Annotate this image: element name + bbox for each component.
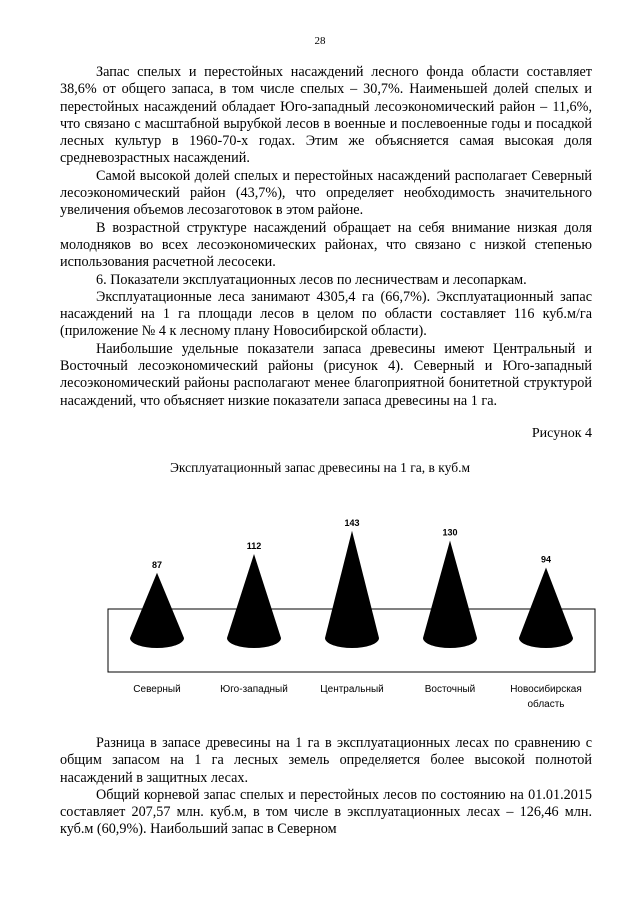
- cone-bar: [519, 568, 573, 649]
- category-label: область: [527, 699, 565, 710]
- data-label: 87: [151, 559, 163, 570]
- page-number: 28: [314, 35, 326, 47]
- paragraph: Самой высокой долей спелых и перестойных насаждений располагает Северный лесоэкономический район (43,7%), что определяет необходимость значительного увеличения объемов лесозаготовок в этом районе.: [60, 167, 592, 219]
- category-label: Юго-западный: [220, 684, 288, 695]
- cone-bar: [130, 573, 184, 648]
- body-text-bottom: [60, 735, 592, 839]
- paragraph: Разница в запасе древесины на 1 га в эксплуатационных лесах по сравнению с общим запасом на 1 га лесных земель определяется более высокой полнотой насаждений в защитных лесах.: [60, 735, 592, 786]
- data-label: 94: [540, 554, 552, 565]
- chart-title: Эксплуатационный запас древесины на 1 га, в куб.м: [170, 460, 470, 475]
- category-label: Новосибирская: [510, 684, 582, 695]
- figure-label: Рисунок 4: [531, 426, 592, 441]
- paragraph: Запас спелых и перестойных насаждений лесного фонда области составляет 38,6% от общего запаса, в том числе спелых – 30,7%. Наименьшей долей спелых и перестойных насаждений обладает Юго-западный лесоэкономический район – 11,6%, что связано с масштабной вырубкой лесов в военные и послевоенные годы и посадкой лесных культур в 1960-70-х годах. Этим же объясняется самая высокая доля средневозрастных насаждений.: [60, 64, 592, 167]
- cone-bar: [423, 541, 477, 648]
- paragraph: 6. Показатели эксплуатационных лесов по лесничествам и лесопаркам.: [96, 271, 527, 288]
- cone-bar: [227, 554, 281, 648]
- category-label: Центральный: [320, 684, 384, 695]
- category-label: Восточный: [424, 684, 476, 695]
- data-label: 112: [246, 541, 262, 551]
- paragraph: Общий корневой запас спелых и перестойных лесов по состоянию на 01.01.2015 составляет 207,57 млн. куб.м, в том числе в эксплуатационных лесах – 126,46 млн. куб.м (60,9%). Наибольший запас в Северном: [60, 786, 592, 838]
- paragraph: Эксплуатационные леса занимают 4305,4 га (66,7%). Эксплуатационный запас насаждений на 1 га площади лесов в целом по области составляет 116 куб.м/га (приложение № 4 к лесному плану Новосибирской области).: [60, 288, 592, 340]
- data-label: 143: [344, 517, 360, 528]
- category-label: Северный: [133, 684, 181, 695]
- data-label: 130: [442, 527, 458, 538]
- paragraph: В возрастной структуре насаждений обращает на себя внимание низкая доля молодняков во всех лесоэкономических районах, что связано с низкой степенью использования расчетной лесосеки.: [60, 219, 592, 271]
- paragraph: Наибольшие удельные показатели запаса древесины имеют Центральный и Восточный лесоэкономический районы (рисунок 4). Северный и Юго-западный лесоэкономический районы располагают менее благоприятной бонитетной структурой насаждений, что объясняет низкие показатели запаса древесины на 1 га.: [60, 340, 592, 409]
- cone-bar: [325, 531, 379, 648]
